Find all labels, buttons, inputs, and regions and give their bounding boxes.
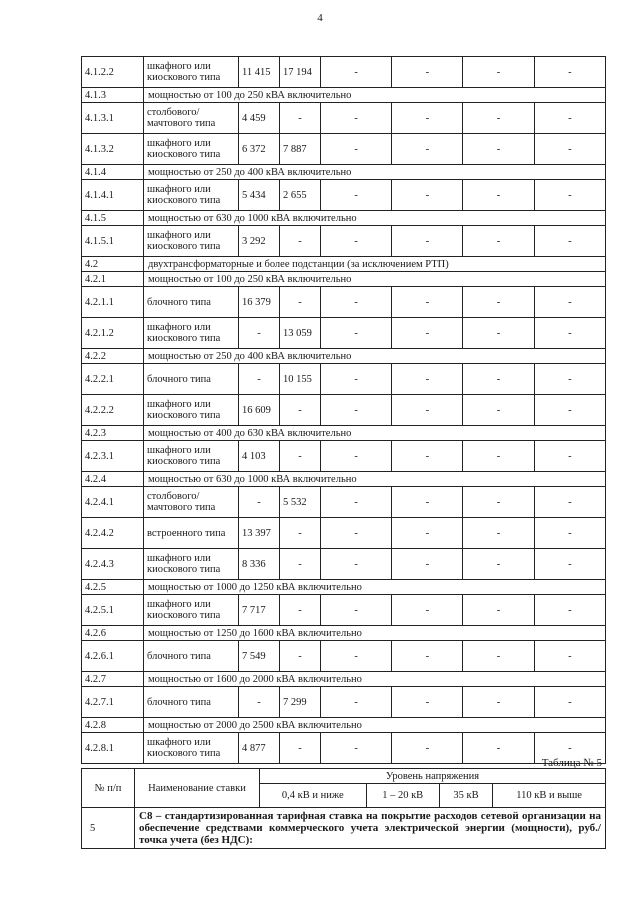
item-number: 4.2.7	[82, 672, 144, 687]
value-cell: -	[392, 733, 463, 764]
table-row	[82, 318, 606, 349]
value-cell: -	[280, 641, 321, 672]
value-cell: -	[463, 180, 534, 211]
item-name: шкафного или киоскового типа	[144, 441, 239, 472]
value-cell: -	[463, 518, 534, 549]
value-cell: -	[280, 103, 321, 134]
value-cell: 7 299	[280, 687, 321, 718]
value-cell: -	[321, 364, 392, 395]
table-row	[82, 103, 606, 134]
value-cell: -	[321, 395, 392, 426]
value-cell: -	[463, 687, 534, 718]
item-name: шкафного или киоскового типа	[144, 733, 239, 764]
table-row	[82, 57, 606, 88]
table-row	[82, 134, 606, 165]
value-cell: 17 194	[280, 57, 321, 88]
value-cell: -	[321, 180, 392, 211]
page-number: 4	[317, 12, 323, 24]
value-cell: -	[239, 364, 280, 395]
item-number: 4.2.2.1	[82, 364, 144, 395]
item-name: шкафного или киоскового типа	[144, 395, 239, 426]
voltage-level-cell: 35 кВ	[439, 784, 492, 808]
value-cell: -	[534, 518, 605, 549]
value-cell: -	[321, 441, 392, 472]
value-cell: -	[321, 641, 392, 672]
table-row	[82, 687, 606, 718]
item-number: 4.2.3	[82, 426, 144, 441]
item-number: 4.1.3	[82, 88, 144, 103]
item-number: 4.2.2	[82, 349, 144, 364]
value-cell: -	[534, 57, 605, 88]
item-number: 4.2.6	[82, 626, 144, 641]
value-cell: 2 655	[280, 180, 321, 211]
value-cell: 8 336	[239, 549, 280, 580]
table-row	[82, 441, 606, 472]
value-cell: -	[534, 318, 605, 349]
item-name: блочного типа	[144, 287, 239, 318]
section-row	[82, 165, 606, 180]
item-number: 4.2.5	[82, 580, 144, 595]
value-cell: -	[392, 549, 463, 580]
value-cell: -	[463, 318, 534, 349]
item-number: 4.2	[82, 257, 144, 272]
value-cell: -	[321, 57, 392, 88]
value-cell: -	[392, 641, 463, 672]
item-name: шкафного или киоскового типа	[144, 57, 239, 88]
value-cell: -	[534, 395, 605, 426]
section-title: мощностью от 1600 до 2000 кВА включительно	[144, 672, 606, 687]
value-cell: -	[321, 595, 392, 626]
item-number: 4.2.4.1	[82, 487, 144, 518]
section-row	[82, 672, 606, 687]
value-cell: -	[239, 687, 280, 718]
value-cell: -	[321, 487, 392, 518]
section-title: мощностью от 250 до 400 кВА включительно	[144, 349, 606, 364]
item-number: 4.2.4.2	[82, 518, 144, 549]
value-cell: 16 379	[239, 287, 280, 318]
value-cell: -	[321, 134, 392, 165]
value-cell: -	[463, 287, 534, 318]
item-number: 4.2.8.1	[82, 733, 144, 764]
value-cell: -	[463, 733, 534, 764]
value-cell: -	[321, 687, 392, 718]
item-number: 4.1.3.1	[82, 103, 144, 134]
value-cell: -	[534, 364, 605, 395]
section-title: двухтрансформаторные и более подстанции (за исключением РТП)	[144, 257, 606, 272]
column-header-number: № п/п	[82, 769, 135, 808]
section-row	[82, 349, 606, 364]
item-number: 4.2.1.2	[82, 318, 144, 349]
value-cell: -	[463, 641, 534, 672]
tariff-table-continued	[81, 56, 606, 764]
table-row	[82, 549, 606, 580]
voltage-level-cell: 110 кВ и выше	[493, 784, 606, 808]
value-cell: 6 372	[239, 134, 280, 165]
value-cell: -	[534, 134, 605, 165]
table-row	[82, 287, 606, 318]
section-title: мощностью от 100 до 250 кВА включительно	[144, 88, 606, 103]
value-cell: -	[280, 733, 321, 764]
value-cell: -	[280, 595, 321, 626]
value-cell: -	[463, 441, 534, 472]
table-row	[82, 641, 606, 672]
value-cell: -	[321, 518, 392, 549]
value-cell: 13 397	[239, 518, 280, 549]
rate-description: С8 – стандартизированная тарифная ставка на покрытие расходов сетевой организации на обеспечение средствами коммерческого учета электрической энергии (мощности), руб./точка учета (без НДС):	[135, 808, 606, 849]
item-number: 4.2.4	[82, 472, 144, 487]
value-cell: -	[239, 487, 280, 518]
value-cell: -	[534, 103, 605, 134]
value-cell: -	[534, 226, 605, 257]
item-name: встроенного типа	[144, 518, 239, 549]
value-cell: 5 434	[239, 180, 280, 211]
value-cell: -	[392, 395, 463, 426]
table-row	[82, 226, 606, 257]
value-cell: -	[392, 441, 463, 472]
item-number: 4.2.1	[82, 272, 144, 287]
item-number: 4.2.1.1	[82, 287, 144, 318]
section-title: мощностью от 2000 до 2500 кВА включительно	[144, 718, 606, 733]
value-cell: -	[392, 487, 463, 518]
item-name: шкафного или киоскового типа	[144, 226, 239, 257]
column-header-rate-name: Наименование ставки	[135, 769, 260, 808]
section-row	[82, 718, 606, 733]
table-row	[82, 733, 606, 764]
value-cell: -	[392, 134, 463, 165]
item-name: столбового/ мачтового типа	[144, 487, 239, 518]
value-cell: -	[239, 318, 280, 349]
value-cell: 4 877	[239, 733, 280, 764]
item-number: 4.1.4	[82, 165, 144, 180]
item-name: шкафного или киоскового типа	[144, 180, 239, 211]
section-row	[82, 211, 606, 226]
value-cell: 11 415	[239, 57, 280, 88]
section-title: мощностью от 400 до 630 кВА включительно	[144, 426, 606, 441]
value-cell: -	[463, 364, 534, 395]
table-row	[82, 395, 606, 426]
row-number: 5	[82, 808, 135, 849]
section-title: мощностью от 630 до 1000 кВА включительно	[144, 472, 606, 487]
item-number: 4.2.6.1	[82, 641, 144, 672]
value-cell: -	[534, 595, 605, 626]
table-row	[82, 518, 606, 549]
item-name: блочного типа	[144, 364, 239, 395]
section-title: мощностью от 250 до 400 кВА включительно	[144, 165, 606, 180]
section-row	[82, 472, 606, 487]
value-cell: -	[392, 687, 463, 718]
value-cell: 4 459	[239, 103, 280, 134]
value-cell: -	[392, 57, 463, 88]
section-title: мощностью от 1250 до 1600 кВА включительно	[144, 626, 606, 641]
value-cell: 7 717	[239, 595, 280, 626]
value-cell: -	[534, 549, 605, 580]
value-cell: 7 549	[239, 641, 280, 672]
table-row	[82, 595, 606, 626]
value-cell: 5 532	[280, 487, 321, 518]
item-name: блочного типа	[144, 687, 239, 718]
value-cell: -	[392, 180, 463, 211]
value-cell: 7 887	[280, 134, 321, 165]
table-caption: Таблица № 5	[541, 757, 602, 769]
value-cell: -	[534, 641, 605, 672]
section-row	[82, 626, 606, 641]
value-cell: -	[463, 134, 534, 165]
value-cell: -	[321, 287, 392, 318]
value-cell: 16 609	[239, 395, 280, 426]
section-row	[82, 426, 606, 441]
item-number: 4.2.2.2	[82, 395, 144, 426]
value-cell: -	[463, 226, 534, 257]
value-cell: -	[321, 549, 392, 580]
section-row	[82, 272, 606, 287]
value-cell: -	[534, 441, 605, 472]
tariff-table-5	[81, 768, 606, 849]
value-cell: -	[463, 395, 534, 426]
value-cell: -	[392, 318, 463, 349]
item-number: 4.2.4.3	[82, 549, 144, 580]
item-number: 4.1.5	[82, 211, 144, 226]
item-number: 4.1.4.1	[82, 180, 144, 211]
value-cell: -	[534, 733, 605, 764]
item-number: 4.2.8	[82, 718, 144, 733]
value-cell: -	[463, 549, 534, 580]
value-cell: 3 292	[239, 226, 280, 257]
section-row	[82, 257, 606, 272]
item-name: шкафного или киоскового типа	[144, 595, 239, 626]
table-row	[82, 364, 606, 395]
item-name: шкафного или киоскового типа	[144, 134, 239, 165]
value-cell: -	[321, 733, 392, 764]
value-cell: -	[280, 226, 321, 257]
value-cell: 13 059	[280, 318, 321, 349]
value-cell: -	[321, 318, 392, 349]
value-cell: -	[280, 518, 321, 549]
item-number: 4.1.5.1	[82, 226, 144, 257]
section-row	[82, 88, 606, 103]
value-cell: -	[534, 180, 605, 211]
value-cell: -	[392, 595, 463, 626]
section-title: мощностью от 100 до 250 кВА включительно	[144, 272, 606, 287]
item-name: шкафного или киоскового типа	[144, 318, 239, 349]
item-name: шкафного или киоскового типа	[144, 549, 239, 580]
item-number: 4.2.5.1	[82, 595, 144, 626]
item-name: столбового/ мачтового типа	[144, 103, 239, 134]
voltage-level-cell: 0,4 кВ и ниже	[260, 784, 367, 808]
value-cell: -	[463, 595, 534, 626]
value-cell: -	[534, 287, 605, 318]
value-cell: -	[463, 103, 534, 134]
value-cell: 10 155	[280, 364, 321, 395]
voltage-level-cell: 1 – 20 кВ	[366, 784, 439, 808]
value-cell: -	[392, 226, 463, 257]
table-row	[82, 487, 606, 518]
section-row	[82, 580, 606, 595]
value-cell: -	[392, 287, 463, 318]
item-name: блочного типа	[144, 641, 239, 672]
table-row	[82, 180, 606, 211]
item-number: 4.1.3.2	[82, 134, 144, 165]
section-title: мощностью от 1000 до 1250 кВА включительно	[144, 580, 606, 595]
section-title: мощностью от 630 до 1000 кВА включительно	[144, 211, 606, 226]
item-number: 4.2.3.1	[82, 441, 144, 472]
item-number: 4.2.7.1	[82, 687, 144, 718]
value-cell: -	[392, 518, 463, 549]
value-cell: -	[392, 103, 463, 134]
value-cell: -	[463, 57, 534, 88]
value-cell: -	[280, 395, 321, 426]
value-cell: -	[321, 226, 392, 257]
value-cell: -	[463, 487, 534, 518]
item-number: 4.1.2.2	[82, 57, 144, 88]
value-cell: -	[280, 549, 321, 580]
column-header-voltage-level: Уровень напряжения	[260, 769, 606, 784]
value-cell: -	[280, 441, 321, 472]
value-cell: -	[392, 364, 463, 395]
value-cell: -	[534, 487, 605, 518]
value-cell: -	[321, 103, 392, 134]
value-cell: 4 103	[239, 441, 280, 472]
value-cell: -	[280, 287, 321, 318]
value-cell: -	[534, 687, 605, 718]
